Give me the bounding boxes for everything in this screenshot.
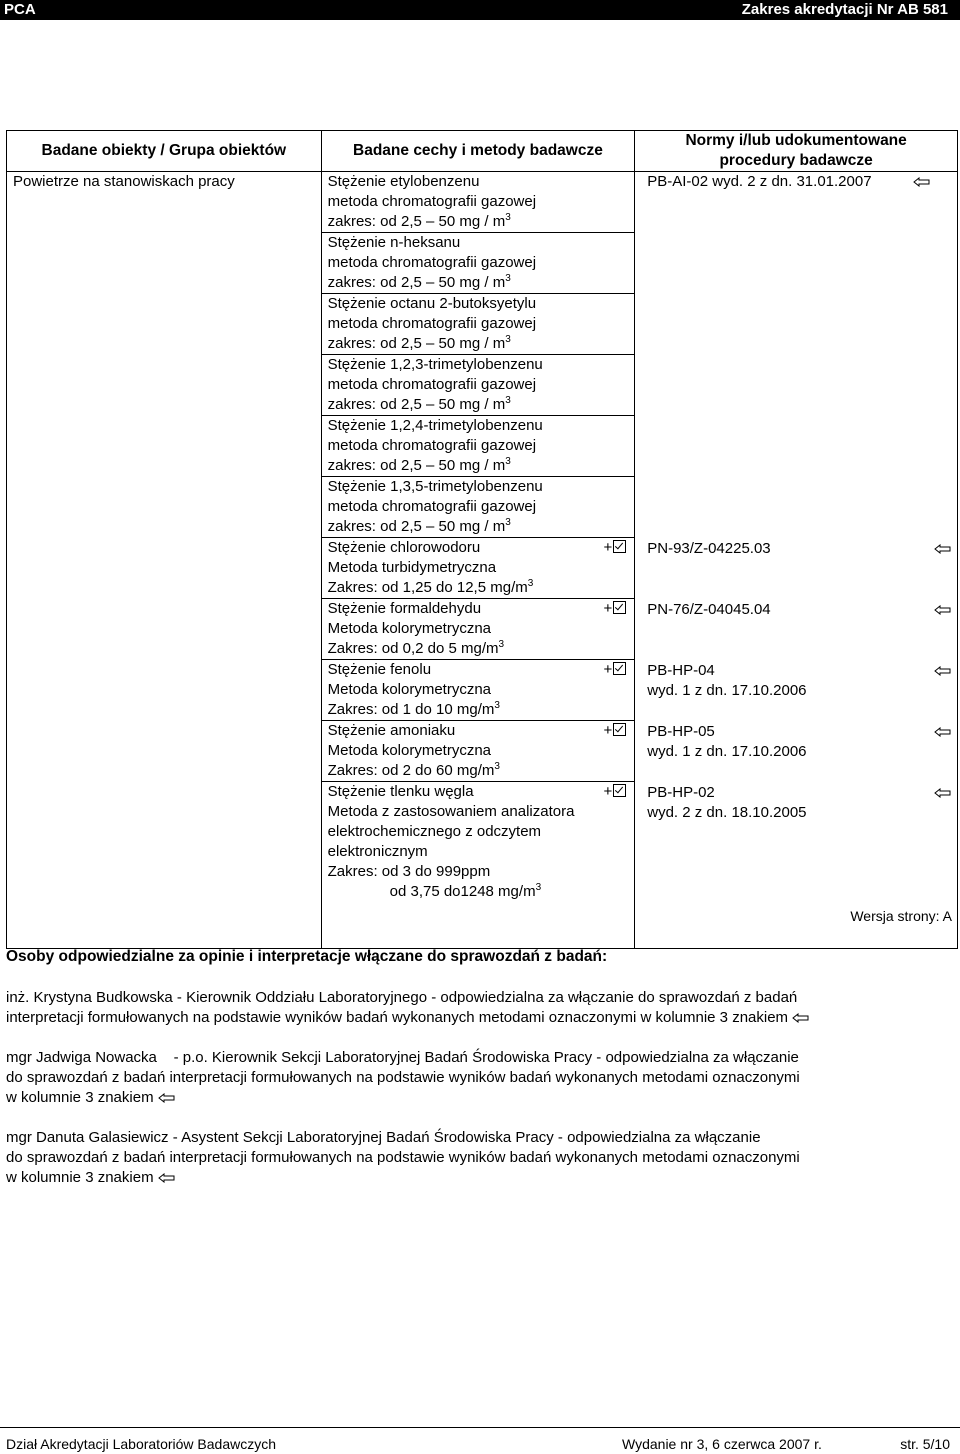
method-line-text: zakres: od 2,5 – 50 mg / m	[327, 213, 506, 230]
method-line	[328, 700, 631, 720]
method-line	[328, 721, 631, 741]
person-2-line-1	[6, 1048, 956, 1068]
method-line	[328, 538, 631, 558]
person-2-name: mgr Jadwiga Nowacka	[6, 1049, 157, 1066]
norm-line: wyd. 1 z dn. 17.10.2006	[647, 743, 807, 760]
method-line	[328, 517, 631, 537]
method-block	[322, 538, 635, 599]
table-header-row	[7, 131, 958, 172]
person-2-line-2: do sprawozdań z badań interpretacji formułowanych na podstawie wyników badań wykonanych metodami oznaczonymi	[6, 1069, 800, 1086]
arrow-left-icon	[934, 788, 951, 798]
footer-page-number: str. 5/10	[900, 1436, 950, 1452]
norm-line: PB-AI-02 wyd. 2 z dn. 31.01.2007	[647, 173, 872, 190]
arrow-left-icon	[158, 1173, 175, 1183]
method-line-text: zakres: od 2,5 – 50 mg / m	[327, 396, 506, 413]
table-row	[7, 172, 958, 949]
header-org: PCA	[4, 1, 36, 18]
plus-sign: +	[603, 661, 613, 678]
method-line	[328, 395, 631, 415]
method-line-text: metoda chromatografii gazowej	[327, 376, 537, 393]
person-1-line-1: inż. Krystyna Budkowska - Kierownik Oddziału Laboratoryjnego - odpowiedzialna za włączanie do sprawozdań z badań	[6, 989, 798, 1006]
method-line-text: Stężenie formaldehydu	[327, 600, 482, 617]
header-title: Zakres akredytacji Nr AB 581	[741, 1, 948, 18]
method-line	[328, 761, 631, 781]
method-block	[322, 172, 635, 233]
plus-sign: +	[603, 539, 613, 556]
checkbox-checked-icon	[613, 784, 626, 797]
method-line-text: Zakres: od 2 do 60 mg/m	[327, 762, 495, 779]
footer-department: Dział Akredytacji Laboratoriów Badawczych	[6, 1436, 277, 1452]
method-line-text: metoda chromatografii gazowej	[327, 315, 537, 332]
accredited-mark	[603, 782, 626, 802]
responsible-heading: Osoby odpowiedzialne za opinie i interpretacje włączane do sprawozdań z badań:	[6, 948, 608, 965]
norms-cell	[635, 172, 958, 949]
method-block	[322, 294, 635, 355]
person-1-line-2	[6, 1008, 956, 1028]
method-line	[328, 456, 631, 476]
person-1-line-2-text: interpretacji formułowanych na podstawie wyników badań wykonanych metodami oznaczonymi w kolumnie 3 znakiem	[6, 1009, 789, 1026]
unit-superscript: 3	[535, 882, 542, 893]
person-3-line-3-text: w kolumnie 3 znakiem	[6, 1169, 154, 1186]
method-line	[328, 436, 631, 456]
norm-line: PN-93/Z-04225.03	[647, 540, 771, 557]
method-line	[328, 862, 631, 882]
plus-sign: +	[603, 600, 613, 617]
accredited-mark	[603, 660, 626, 680]
norm-entry	[643, 539, 957, 559]
method-line	[328, 578, 631, 598]
method-line	[328, 497, 631, 517]
arrow-left-icon	[158, 1093, 175, 1103]
arrow-left-icon	[934, 666, 951, 676]
method-line-text: zakres: od 2,5 – 50 mg / m	[327, 274, 506, 291]
method-line-text: Stężenie amoniaku	[327, 722, 456, 739]
norm-line: wyd. 2 z dn. 18.10.2005	[647, 804, 807, 821]
method-line	[328, 355, 631, 375]
method-line	[328, 619, 631, 639]
accreditation-table	[6, 130, 958, 949]
unit-superscript: 3	[505, 517, 511, 528]
method-line-text: metoda chromatografii gazowej	[327, 254, 537, 271]
checkbox-checked-icon	[613, 601, 626, 614]
arrow-left-icon	[934, 605, 951, 615]
method-line	[328, 782, 631, 802]
method-block	[322, 416, 635, 477]
method-line-text: elektronicznym	[327, 843, 428, 860]
method-line	[328, 660, 631, 680]
person-2-line-3	[6, 1088, 956, 1108]
col-header-methods: Badane cechy i metody badawcze	[321, 131, 635, 172]
method-line-text: zakres: od 2,5 – 50 mg / m	[327, 335, 506, 352]
method-line-text: elektrochemicznego z odczytem	[327, 823, 542, 840]
method-line	[328, 273, 631, 293]
method-line-text: Zakres: od 1 do 10 mg/m	[327, 701, 495, 718]
method-line-text: Stężenie n-heksanu	[327, 234, 461, 251]
col-header-norms-line2: procedury badawcze	[719, 152, 873, 169]
method-line	[328, 558, 631, 578]
method-line	[328, 639, 631, 659]
page-footer	[0, 1427, 960, 1454]
method-line	[328, 741, 631, 761]
method-line	[328, 680, 631, 700]
method-block	[322, 233, 635, 294]
method-line-text: Stężenie etylobenzenu	[327, 173, 480, 190]
method-line-text: Metoda z zastosowaniem analizatora	[327, 803, 575, 820]
method-line-text: Zakres: od 1,25 do 12,5 mg/m	[327, 579, 528, 596]
checkbox-checked-icon	[613, 662, 626, 675]
method-line	[328, 334, 631, 354]
person-3-line-3	[6, 1168, 956, 1188]
method-line-text: Metoda turbidymetryczna	[327, 559, 497, 576]
responsible-person-2	[6, 1048, 956, 1108]
footer-edition: Wydanie nr 3, 6 czerwca 2007 r.	[622, 1436, 822, 1452]
method-line-text: Stężenie octanu 2-butoksyetylu	[327, 295, 537, 312]
method-line-text: zakres: od 2,5 – 50 mg / m	[327, 457, 506, 474]
version-label: Wersja strony: A	[850, 908, 952, 924]
checkbox-checked-icon	[613, 723, 626, 736]
unit-superscript: 3	[527, 578, 534, 589]
page-header-bar	[0, 0, 960, 20]
method-line	[328, 802, 631, 822]
method-block	[322, 355, 635, 416]
norm-entry	[643, 783, 957, 823]
method-line	[328, 599, 631, 619]
accredited-mark	[603, 721, 626, 741]
method-block	[322, 477, 635, 538]
method-line	[328, 212, 631, 232]
checkbox-checked-icon	[613, 540, 626, 553]
method-block	[322, 782, 635, 902]
accredited-mark	[603, 538, 626, 558]
method-line-text: metoda chromatografii gazowej	[327, 437, 537, 454]
method-line-text: zakres: od 2,5 – 50 mg / m	[327, 518, 506, 535]
unit-superscript: 3	[505, 273, 511, 284]
norm-entry	[643, 172, 957, 192]
arrow-left-icon	[934, 727, 951, 737]
unit-superscript: 3	[494, 700, 500, 711]
method-line	[328, 233, 631, 253]
unit-superscript: 3	[505, 212, 511, 223]
method-line-text: Metoda kolorymetryczna	[327, 620, 492, 637]
norm-entry	[643, 661, 957, 701]
col-header-norms-line1: Normy i/lub udokumentowane	[685, 132, 907, 149]
object-cell	[7, 172, 322, 949]
person-2-line-3-text: w kolumnie 3 znakiem	[6, 1089, 154, 1106]
unit-superscript: 3	[505, 395, 511, 406]
accredited-mark	[603, 599, 626, 619]
method-line	[328, 375, 631, 395]
method-line-text: Stężenie 1,2,3-trimetylobenzenu	[327, 356, 543, 373]
norm-line: PB-HP-05	[647, 723, 715, 740]
method-line-text: Stężenie 1,3,5-trimetylobenzenu	[327, 478, 543, 495]
method-line	[328, 172, 631, 192]
method-line	[328, 822, 631, 842]
method-line	[328, 477, 631, 497]
object-name: Powietrze na stanowiskach pracy	[13, 173, 235, 190]
method-line-text: Zakres: od 0,2 do 5 mg/m	[327, 640, 499, 657]
method-line	[328, 294, 631, 314]
unit-superscript: 3	[494, 761, 500, 772]
person-3-line-1: mgr Danuta Galasiewicz - Asystent Sekcji Laboratoryjnej Badań Środowiska Pracy - odpowiedzialna za włączanie	[6, 1129, 761, 1146]
plus-sign: +	[603, 722, 613, 739]
unit-superscript: 3	[505, 456, 511, 467]
method-line	[328, 842, 631, 862]
methods-cell	[321, 172, 635, 949]
person-2-role: - p.o. Kierownik Sekcji Laboratoryjnej Badań Środowiska Pracy - odpowiedzialna za włączanie	[173, 1049, 799, 1066]
norm-entry	[643, 600, 957, 620]
method-line-text: Zakres: od 3 do 999ppm	[327, 863, 491, 880]
method-line-text: metoda chromatografii gazowej	[327, 498, 537, 515]
method-line-text: Stężenie fenolu	[327, 661, 432, 678]
method-line-text: Stężenie chlorowodoru	[327, 539, 481, 556]
arrow-left-icon	[792, 1013, 809, 1023]
col-header-objects: Badane obiekty / Grupa obiektów	[7, 131, 322, 172]
person-3-line-2: do sprawozdań z badań interpretacji formułowanych na podstawie wyników badań wykonanych metodami oznaczonymi	[6, 1149, 800, 1166]
method-line-text: Metoda kolorymetryczna	[327, 742, 492, 759]
method-block	[322, 721, 635, 782]
norm-line: PB-HP-04	[647, 662, 715, 679]
method-line	[328, 192, 631, 212]
method-line-text: od 3,75 do1248 mg/m	[389, 883, 536, 900]
unit-superscript: 3	[505, 334, 511, 345]
responsible-person-3	[6, 1128, 956, 1188]
method-block	[322, 660, 635, 721]
norm-entry	[643, 722, 957, 762]
method-line-text: Metoda kolorymetryczna	[327, 681, 492, 698]
method-line	[328, 416, 631, 436]
norm-line: wyd. 1 z dn. 17.10.2006	[647, 682, 807, 699]
plus-sign: +	[603, 783, 613, 800]
arrow-left-icon	[913, 177, 930, 187]
method-line-text: Stężenie tlenku węgla	[327, 783, 474, 800]
col-header-norms	[635, 131, 958, 172]
method-line-text: Stężenie 1,2,4-trimetylobenzenu	[327, 417, 543, 434]
arrow-left-icon	[934, 544, 951, 554]
method-block	[322, 599, 635, 660]
method-line	[328, 314, 631, 334]
norm-line: PN-76/Z-04045.04	[647, 601, 771, 618]
responsible-person-1	[6, 988, 956, 1028]
unit-superscript: 3	[498, 639, 505, 650]
method-line	[328, 882, 631, 902]
method-line	[328, 253, 631, 273]
norm-line: PB-HP-02	[647, 784, 715, 801]
method-line-text: metoda chromatografii gazowej	[327, 193, 537, 210]
